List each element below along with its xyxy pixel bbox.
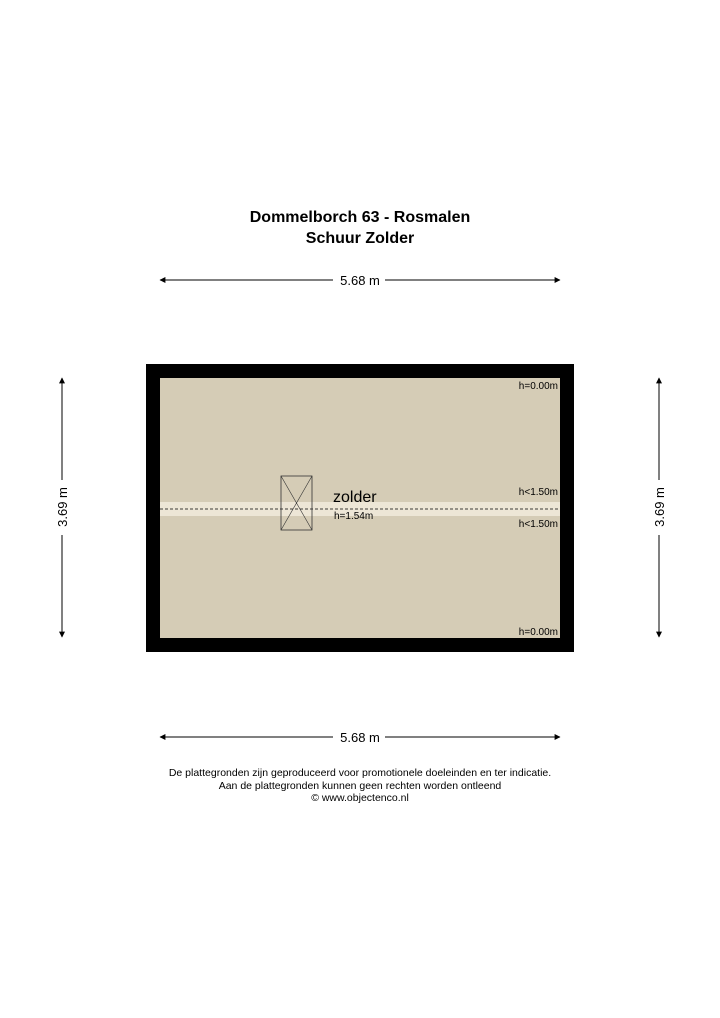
disclaimer-line: De plattegronden zijn geproduceerd voor promotionele doeleinden en ter indicatie. (168, 767, 552, 779)
disclaimer-line: Aan de plattegronden kunnen geen rechten worden ontleend (218, 779, 502, 792)
copyright-line: © www.objectenco.nl (311, 792, 409, 804)
plan-subtitle: Schuur Zolder (305, 230, 415, 247)
height-label-above-ridge: h<1.50m (518, 487, 558, 498)
height-label-below-ridge: h<1.50m (518, 519, 558, 530)
dimension-top-label: 5.68 m (340, 273, 380, 288)
dimension-left (55, 378, 70, 637)
height-label-top: h=0.00m (518, 381, 558, 392)
plan-title: Dommelborch 63 - Rosmalen (249, 209, 471, 226)
disclaimer (0, 767, 720, 805)
room-name: zolder (333, 489, 377, 506)
room-ridge-height: h=1.54m (334, 511, 374, 522)
dimension-bottom-label: 5.68 m (340, 730, 380, 745)
height-label-bottom: h=0.00m (518, 627, 558, 638)
dimension-top (160, 273, 560, 288)
dimension-left-label: 3.69 m (55, 487, 70, 527)
dimension-right-label: 3.69 m (652, 487, 667, 527)
dimension-right (652, 378, 667, 637)
dimension-bottom (160, 730, 560, 745)
